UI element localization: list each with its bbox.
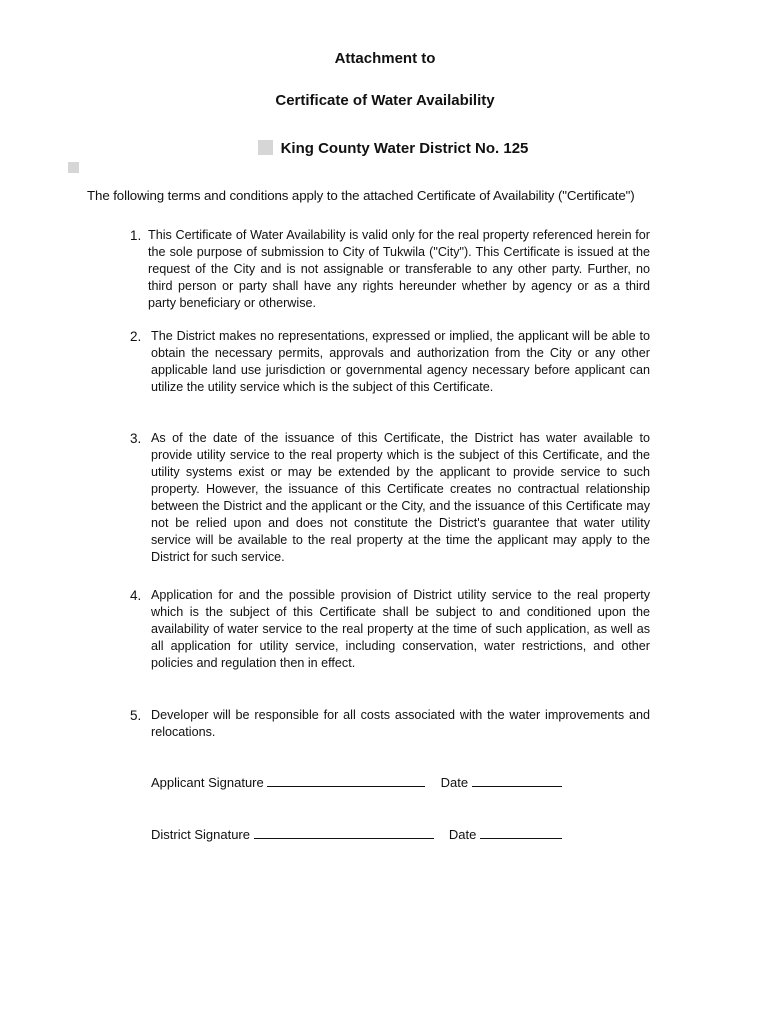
item-text: As of the date of the issuance of this Certificate, the District has water available to provide utility service to the real property which is the subject of this Certificate, and the utility systems exist or may be extended by the applicant to provide service to such property. However, the issuance of this Certificate creates no contractual relationship between the District and the applicant or the City, and the issuance of this Certificate may not be relied upon and does not constitute the District's guarantee that water utility service will be available to the real property at the time the applicant may apply to the District for such service. [151,431,650,564]
item-number: 2. [130,329,142,344]
title-attachment: Attachment to [334,50,436,67]
list-item [130,707,650,741]
district-date-label: Date [448,827,477,842]
list-item [130,328,650,396]
title-certificate: Certificate of Water Availability [275,92,495,109]
item-number: 5. [130,708,142,723]
applicant-signature-row [151,774,562,790]
item-text: Developer will be responsible for all costs associated with the water improvements and relocations. [151,708,650,739]
gray-placeholder-icon [258,140,273,155]
district-signature-row [151,826,562,842]
district-date-line[interactable] [480,826,562,839]
applicant-signature-line[interactable] [267,774,425,787]
item-text: This Certificate of Water Availability is valid only for the real property referenced herein for the sole purpose of submission to City of Tukwila ("City"). This Certificate is issued at the request of the City and is not assignable or transferable to any other party. Further, no third person or party shall have any rights hereunder whether by agency or as a third party beneficiary or otherwise. [148,228,650,310]
list-item [130,227,650,312]
item-text: The District makes no representations, expressed or implied, the applicant will be able to obtain the necessary permits, approvals and authorization from the City or any other applicable land use jurisdiction or governmental agency necessary before applicant can utilize the utility service which is the subject of this Certificate. [151,329,650,394]
applicant-signature-label: Applicant Signature [151,775,264,790]
item-number: 4. [130,588,142,603]
list-item [130,430,650,566]
district-signature-line[interactable] [254,826,434,839]
applicant-date-line[interactable] [472,774,562,787]
title-district [8,140,770,157]
item-number: 3. [130,431,142,446]
gray-marker-icon [68,162,79,173]
district-name: King County Water District No. 125 [280,140,529,157]
intro-text: The following terms and conditions apply to the attached Certificate of Availability ("Certificate") [87,188,635,203]
list-item [130,587,650,672]
item-text: Application for and the possible provision of District utility service to the real property which is the subject of this Certificate shall be subject to and conditioned upon the availability of water service to the real property at the time of such application, as well as all application for utility service, including conservation, water restrictions, and other policies and regulation then in effect. [151,588,650,670]
item-number: 1. [130,228,142,243]
district-signature-label: District Signature [151,827,250,842]
applicant-date-label: Date [440,775,469,790]
